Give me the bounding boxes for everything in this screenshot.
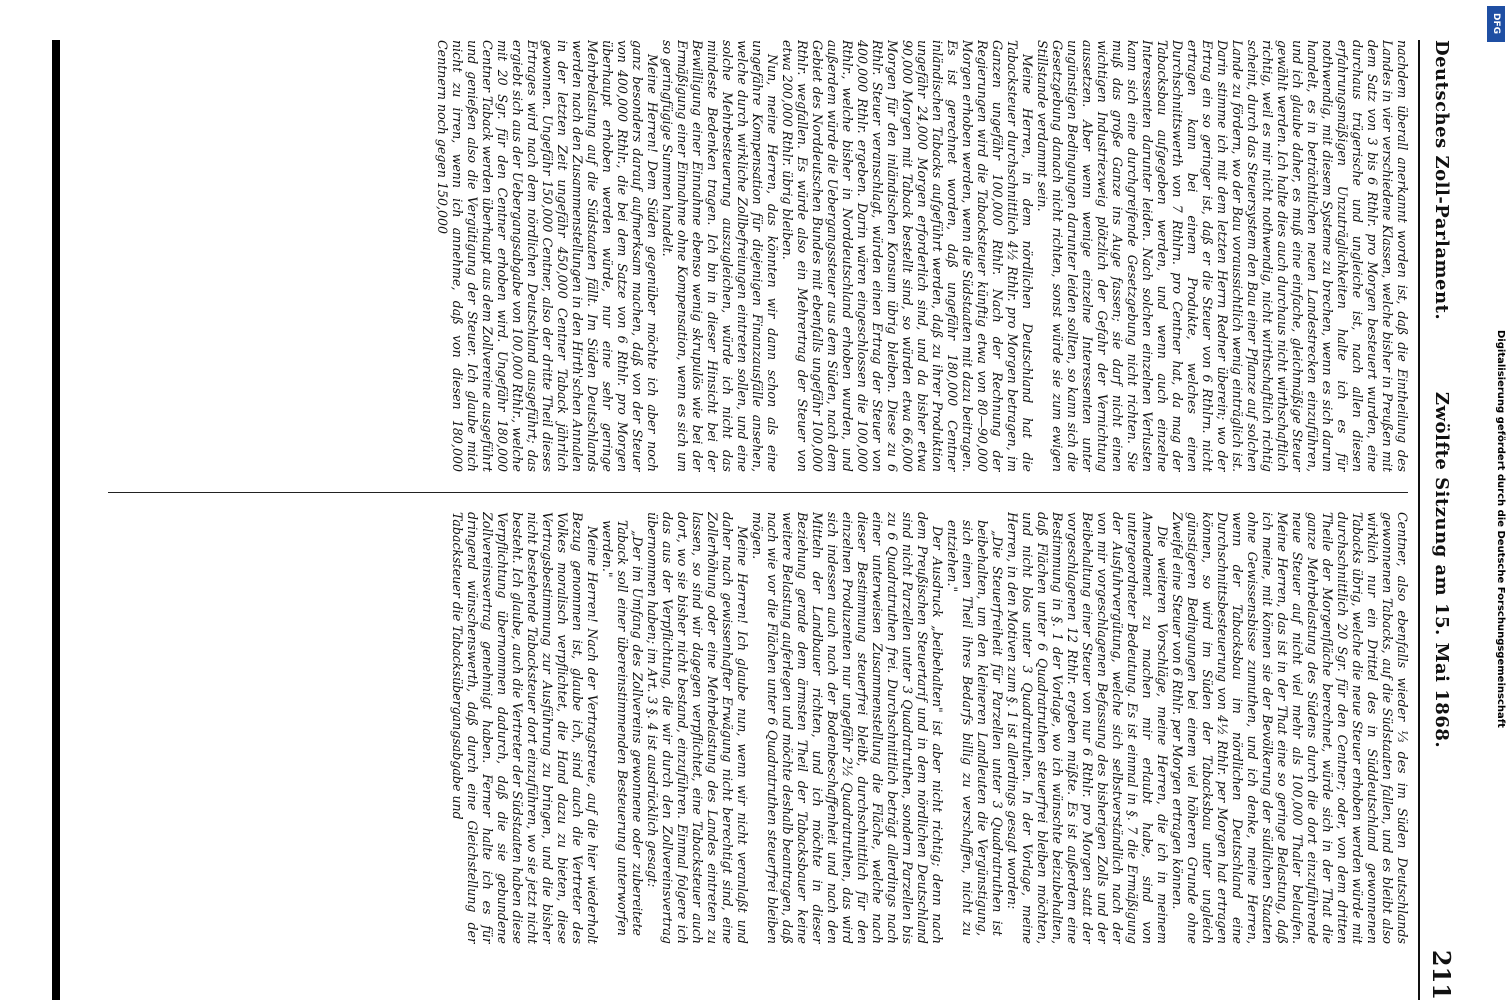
quotation: „Die Steuerfreiheit für Parzellen unter 3 Quadratruthen ist beibehalten, um den kleineren Landleuten die Vergünstigung, sich einen Theil ihres Bedarfs billig zu verschaffen, nicht zu entziehen." — [945, 520, 1005, 936]
paragraph: Meine Herren! Nach der Vertragstreue, auf die hier wiederholt Bezug genommen ist, glaube ich, sind auch die Vertreter des Volkes moralisch verpflichtet, die Hand dazu zu bieten, diese Vertragsbestimmung zur Ausführung zu bringen, und die bisher nicht bestehende Tabacksteuer dort einzuführen, wo sie jetzt nicht besteht. Ich glaube, auch die Vertreter der Südstaaten haben diese Verpflichtung übernommen dadurch, daß die sie gebundene Zollvereinsvertrag genehmigt haben. Ferner halte ich es für dringend wünschenswerth, daß durch eine Gleichstellung der Tabacksteuer die Tabacksübergangsabgabe und — [450, 512, 600, 944]
scanned-page — [40, 40, 1460, 1000]
column-divider — [108, 492, 1408, 493]
paragraph: Meine Herren, in dem nördlichen Deutschland hat die Tabacksteuer durchschnittlich 4½ Rthlr. pro Morgen betragen, im Ganzen ungefähr 100,000 Rthlr. Nach der Rechnung der Regierungen wird die Tabacksteuer künftig etwa von 80—90,000 Morgen erhoben werden, wenn die Südstaaten mit dazu beitragen. Es ist gerechnet worden, daß ungefähr 180,000 Centner inländischen Tabacks aufgeführt werden, daß zu ihrer Produktion ungefähr 24,000 Morgen erforderlich sind, und da bisher etwa 90,000 Morgen mit Taback bestellt sind, so würden etwa 66,000 Morgen für den inländischen Konsum übrig bleiben. Diese zu 6 Rthlr. Steuer veranschlagt, würden einen Ertrag der Steuer von 400,000 Rthlr. ergeben. Darin wären eingeschlossen die 100,000 Rthlr., welche bisher in Norddeutschland erhoben wurden, und außerdem würde die Uebergangssteuer aus dem Süden, nach dem Gebiet des Norddeutschen Bundes mit ebenfalls ungefähr 100,000 Rthlr. wegfallen. Es würde also ein Mehrertrag der Steuer von etwa 200,000 Rthlr. übrig bleiben. — [780, 40, 1035, 472]
page-number: 211 — [1427, 949, 1456, 1000]
page-edge-shadow — [52, 40, 60, 1000]
text-column-right — [80, 512, 1410, 944]
dfg-logo-icon: DFG — [1487, 6, 1505, 42]
running-title: Deutsches Zoll-Parlament. — [1431, 40, 1452, 321]
page-header — [1418, 40, 1460, 1000]
session-title: Zwölfte Sitzung am 15. Mai 1868. — [1431, 391, 1452, 749]
digitization-note: Digitalisierung gefördert durch die Deutsche Forschungsgemeinschaft — [1495, 330, 1506, 728]
paragraph: nachdem überall anerkannt worden ist, daß die Eintheilung des Landes in vier verschiedene Klassen, welche bisher in Preußen mit dem Satz von 3 bis 6 Rthlr. pro Morgen besteuert wurden, eine durchaus trügerische und ungleiche ist, nach allen diesen erfahrungsmäßigen Unzuträglichkeiten halte ich es für nothwendig, mit diesem Systeme zu brechen, wenn es sich darum handelt, es in beträchtlichen neuen Landestrecken einzuführen, und ich glaube daher, es muß eine einfache, gleichmäßige Steuer gewählt werden. Ich halte dies auch durchaus nicht wirthschaftlich richtig, weil es mir nicht nothwendig, nicht wirthschaftlich richtig scheint, durch das Steuersystem den Bau einer Pflanze auf solchen Lande zu fördern, wo der Bau voraussichtlich wenig einträglich ist. Darin stimme ich mit dem letzten Herrn Redner überein; wo der Ertrag ein so geringer ist, daß er die Steuer von 6 Rthlrn. nicht ertragen kann bei einem Produkte, welches einen Durchschnittswerth von 7 Rthlrn. pro Centner hat, da mag der Tabacksbau aufgegeben werden, und wenn auch einzelne Interessenten darunter leiden. Nach solchen einzelnen Verlusten kann sich eine durchgreifende Gesetzgebung nicht richten. Sie muß das große Ganze ins Auge fassen; sie darf nicht einen wichtigen Industriezweig plötzlich der Gefahr der Vernichtung aussetzen. Aber wenn wenige einzelne Interessenten unter ungünstigen Bedingungen darunter leiden sollten, so kann sich die Gesetzgebung danach nicht richten, sonst würde sie zum ewigen Stillstande verdammt sein. — [1035, 40, 1410, 472]
paragraph: Centner, also ebenfalls wieder ⅓ des im Süden Deutschlands gewonnenen Tabacks, auf die Südstaaten fallen, und es bleibt also wirklich nur ein Drittel des in Süddeutschland gewonnenen Tabacks übrig, welche die neue Steuer erhoben werden würde mit durchschnittlich 20 Sgr. für den Centner; oder, von dem dritten Theile der Morgenfläche berechnet, würde sich in der That die ganze Mehrbelastung des Südens durch die dort einzuführende neue Steuer auf nicht viel mehr als 100,000 Thaler belaufen. Meine Herren, das ist in der That eine so geringe Belastung, daß ich meine, mit können sie der Bevölkerung der südlichen Staaten ohne Gewissensbisse zumuthen, und ich denke, meine Herren, wenn der Tabacksbau im nördlichen Deutschland eine Durchschnittsbesteuerung von 4½ Rthlr. per Morgen hat ertragen können, so wird im Süden der Tabacksbau unter ungleich günstigeren Bedingungen bei einem viel höheren Grunde ohne Zweifel eine Steuer von 6 Rthlr. per Morgen ertragen können. — [1170, 512, 1410, 944]
paragraph: Der Ausdruck „beibehalten" ist aber nicht richtig; denn nach dem Preußischen Steuertarif und in dem nördlichen Deutschland sind nicht Parzellen unter 3 Quadratruthen, sondern Parzellen bis zu 6 Quadratruthen frei. Durchschnittlich beträgt allerdings nach einer unterweisen Zusammenstellung die Fläche, welche nach dieser Bestimmung steuerfrei bleibt, durchschnittlich für den einzelnen Produzenten nur ungefähr 2½ Quadratruthen, das wird sich indessen auch nach der Bodenbeschaffenheit und nach den Mitteln der Landbauer richten, und ich möchte in dieser Beziehung gerade dem ärmsten Theil der Tabacksbauer keine weitere Belastung auferlegen und möchte deshalb beantragen, daß nach wie vor die Flächen unter 6 Quadratruthen steuerfrei bleiben mögen. — [750, 512, 945, 944]
paragraph: Die weiteren Vorschläge, meine Herren, die ich in meinem Amendement zu machen mir erlaubt habe, sind von untergeordneter Bedeutung. Es ist einmal in §. 7 die Ermäßigung der Ausfuhrvergütung, welche sich selbstverständlich nach der von mir vorgeschlagenen Befassung des bisherigen Zolls und der Beibehaltung einer Steuer von nur 6 Rthlr. pro Morgen statt der vorgeschlagenen 12 Rthlr. ergeben müßte. Es ist außerdem eine Bestimmung in §. 1 der Vorlage, wo ich wünschte beizubehalten, daß Flächen unter 6 Quadratruthen steuerfrei bleiben möchten, und nicht blos unter 3 Quadratruthen. In der Vorlage, meine Herren, in den Motiven zum §. 1 ist allerdings gesagt worden: — [1005, 512, 1170, 944]
paragraph: Meine Herren! Dem Süden gegenüber möchte ich aber noch ganz besonders darauf aufmerksam machen, daß von der Steuer von 400,000 Rthlr., die bei dem Satze von 6 Rthlr. pro Morgen überhaupt erhoben werden würde, nur eine sehr geringe Mehrbelastung auf die Südstaaten fällt. Im Süden Deutschlands werden nach den Zusammenstellungen in den Hirth'schen Annalen in der letzten Zeit ungefähr 450,000 Centner Taback jährlich gewonnen. Ungefähr 150,000 Centner, also der dritte Theil dieses Ertrages wird nach dem nördlichen Deutschland ausgeführt; das ergiebt sich aus der Uebergangsabgabe von 100,000 Rthlr., welche mit 20 Sgr. für den Centner erhoben wird. Ungefähr 180,000 Centner Taback werden überhaupt aus dem Zollvereine ausgeführt und genießen also die Vergütigung der Steuer. Ich glaube mich nicht zu irren, wenn ich annehme, daß von diesen 180,000 Centnern noch gegen 150,000 — [435, 40, 660, 472]
paragraph: Meine Herren! Ich glaube nun, wenn wir nicht veranlaßt und daher nach gewissenhafter Erwägung nicht berechtigt sind, eine Zollerhöhung oder eine Mehrbelastung des Landes eintreten zu lassen, so sind wir dagegen verpflichtet, eine Tabacksteuer auch dort, wo sie bisher nicht bestand, einzuführen. Einmal folgere ich das aus der Verpflichtung, die wir durch den Zollvereinsvertrag übernommen haben; im Art. 3 §. 4 ist ausdrücklich gesagt: — [645, 512, 750, 944]
text-column-left — [80, 40, 1410, 472]
paragraph: Nun, meine Herren, das könnten wir dann schon als eine ungefähre Kompensation für diejenigen Finanzausfälle ansehen, welche durch wirkliche Zollbefreiungen eintreten sollen, und eine solche Mehrbesteuerung auszugleichen, würde ich nicht das mindeste Bedenken tragen. Ich bin in dieser Hinsicht bei der Bewilligung einer Einnahme ebenso wenig skrupulös wie bei der Ermäßigung einer Einnahme ohne Kompensation, wenn es sich um so geringfügige Summen handelt. — [660, 40, 780, 472]
digitization-strip — [1486, 0, 1507, 1000]
quotation: „Der im Umfang des Zollvereins gewonnene oder zubereitete Taback soll einer übereinstimmenden Besteuerung unterworfen werden." — [600, 520, 645, 936]
